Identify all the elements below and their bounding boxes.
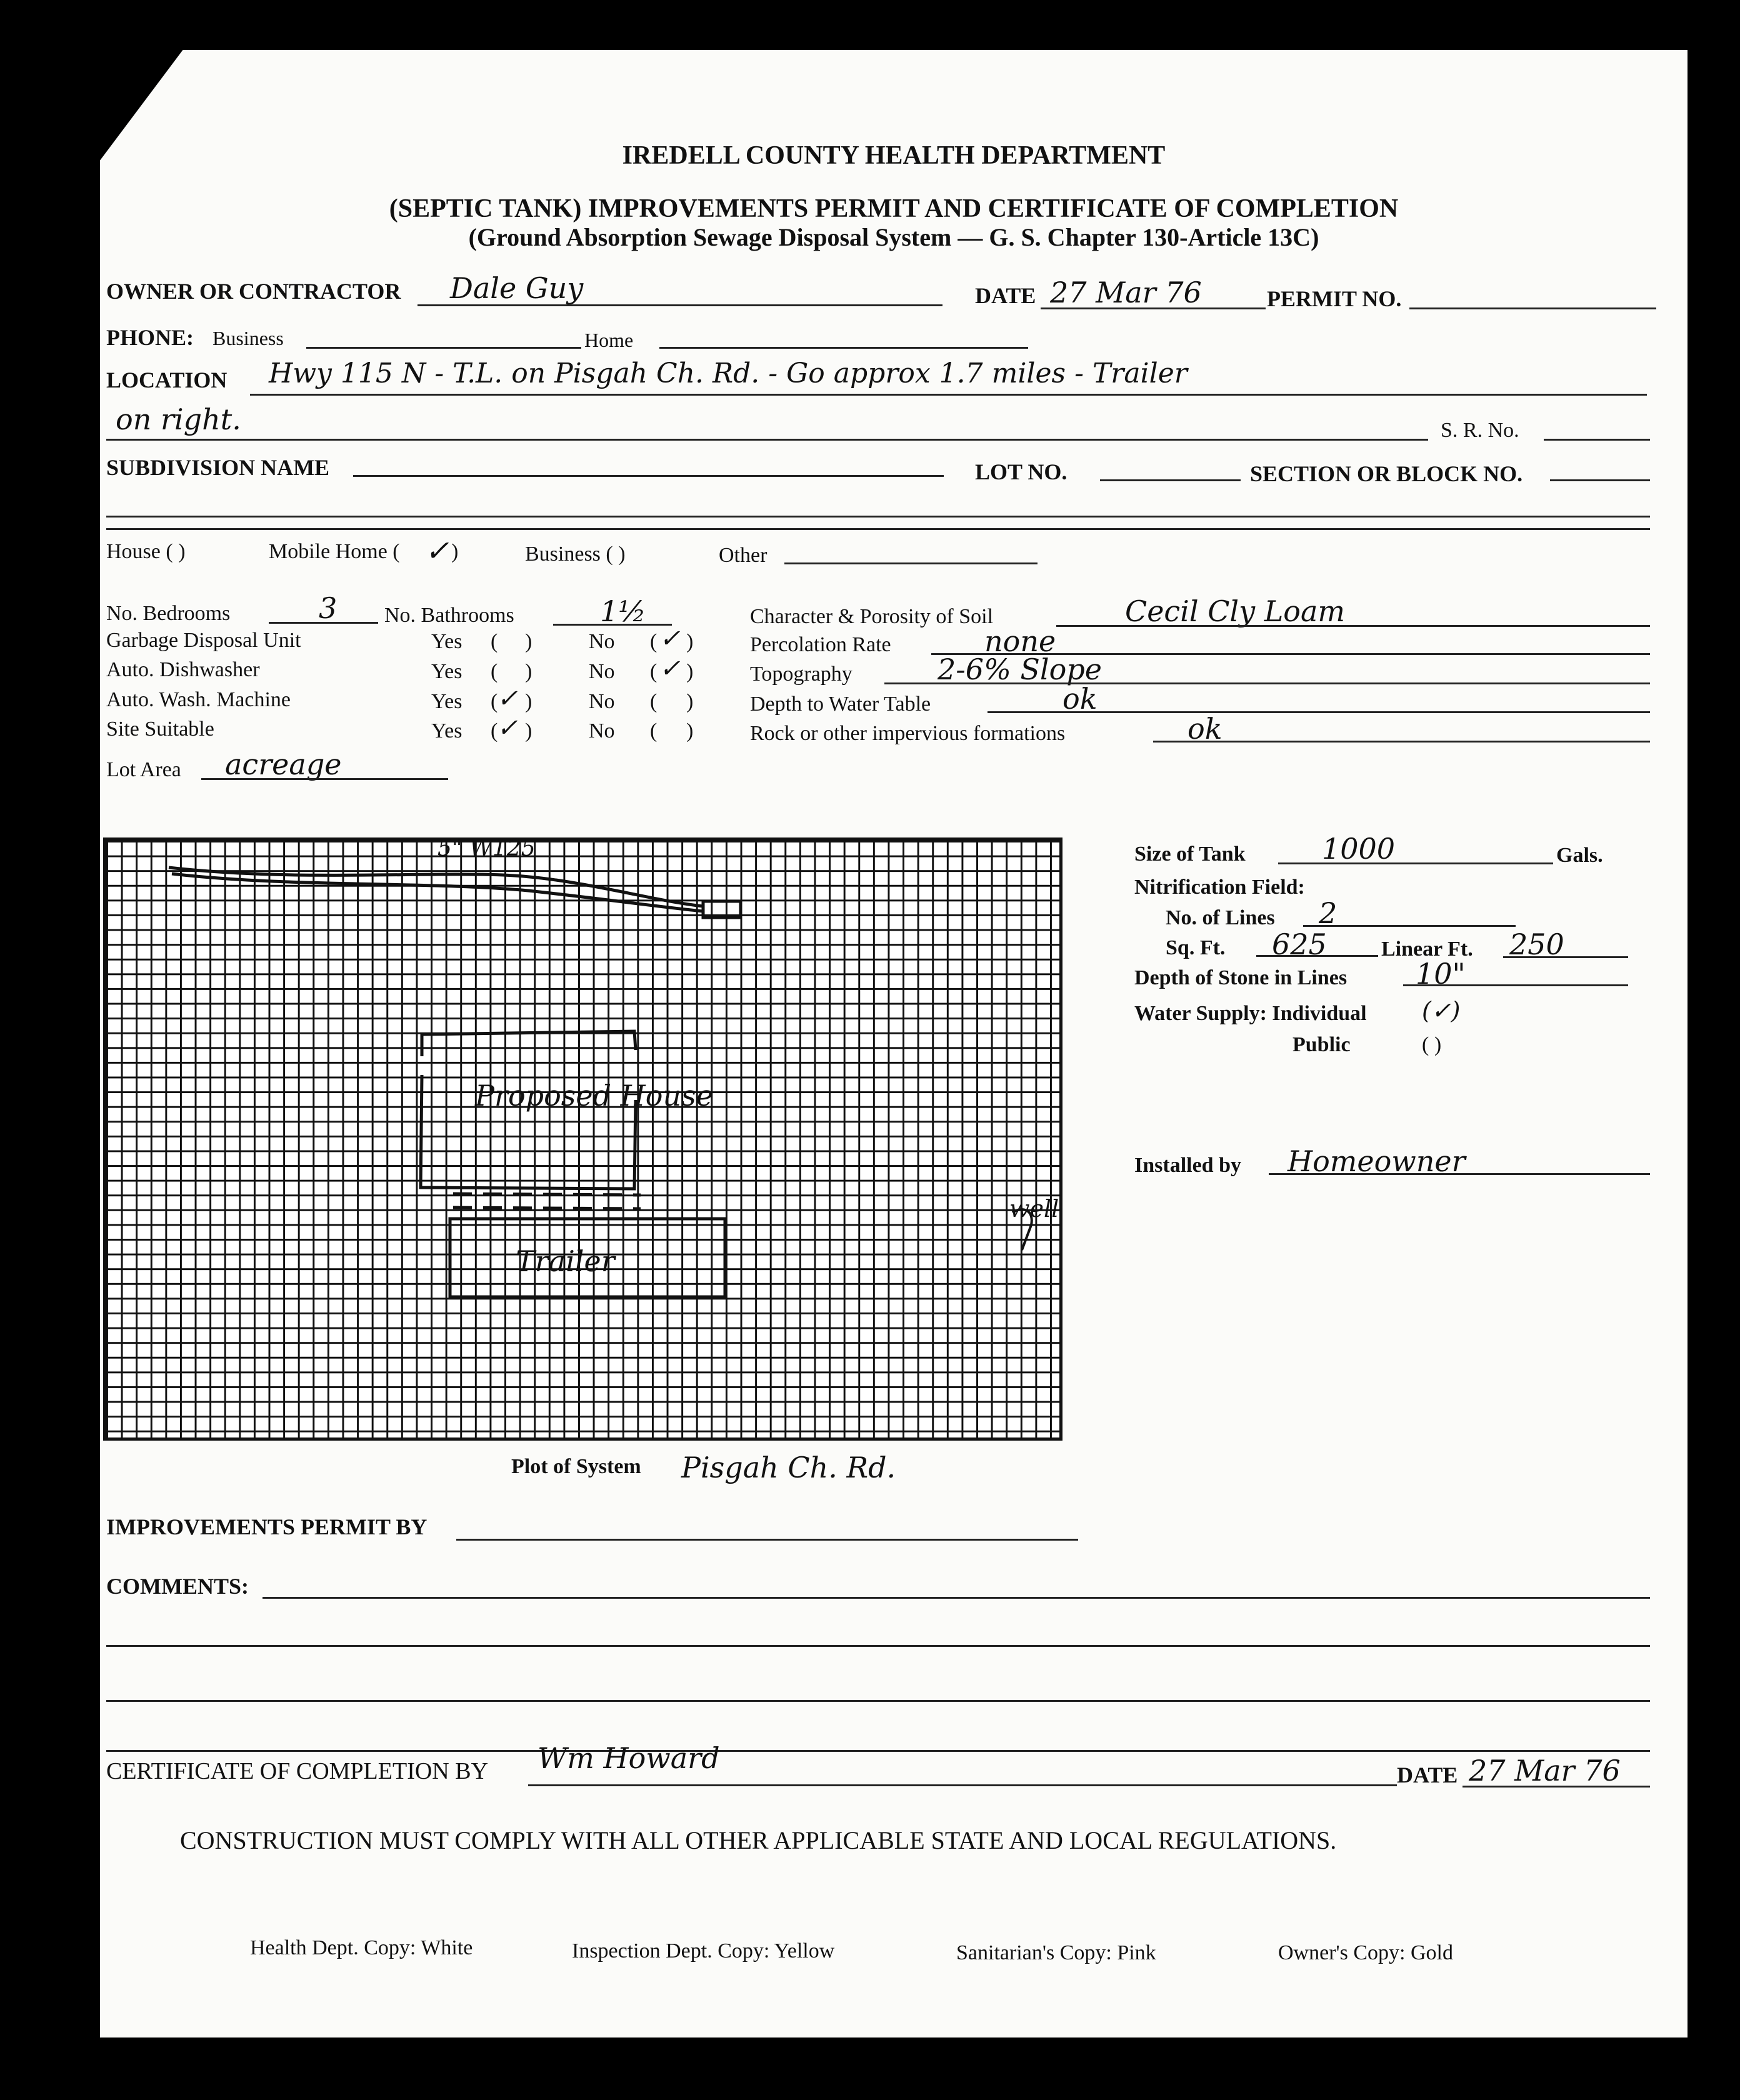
bedrooms-line (269, 622, 378, 624)
dishwasher-no-check: ✓ (659, 654, 681, 683)
rock-line (1153, 741, 1650, 742)
tank-size-value: 1000 (1322, 832, 1396, 866)
garbage-yes-open: ( (491, 630, 498, 653)
washer-no-open: ( (650, 690, 658, 713)
site-label: Site Suitable (106, 718, 214, 741)
subdivision-label: SUBDIVISION NAME (106, 455, 330, 480)
washer-yes-close: ) (525, 690, 532, 713)
dishwasher-yes-close: ) (525, 660, 532, 683)
lot-area-value: acreage (225, 748, 342, 781)
garbage-no-close: ) (686, 630, 694, 653)
water-individual-value: (✓) (1422, 997, 1461, 1024)
garbage-yes-close: ) (525, 630, 532, 653)
tank-size-line (1278, 862, 1553, 864)
linear-line (1503, 956, 1628, 958)
garbage-label: Garbage Disposal Unit (106, 629, 301, 652)
phone-label: PHONE: (106, 325, 194, 350)
site-no-close: ) (686, 719, 694, 742)
plot-value: Pisgah Ch. Rd. (681, 1451, 896, 1484)
soil-line (1056, 625, 1650, 627)
site-no-open: ( (650, 719, 658, 742)
certificate-date-value: 27 Mar 76 (1469, 1754, 1621, 1788)
topo-value: 2-6% Slope (938, 652, 1102, 686)
topo-label: Topography (750, 662, 852, 686)
copy-owner: Owner's Copy: Gold (1278, 1941, 1454, 1964)
copy-inspection: Inspection Dept. Copy: Yellow (572, 1939, 835, 1962)
dishwasher-no-open: ( (650, 660, 658, 683)
washer-no-close: ) (686, 690, 694, 713)
location-line2-rule (106, 439, 1428, 441)
linear-label: Linear Ft. (1381, 938, 1473, 961)
date-value: 27 Mar 76 (1050, 276, 1202, 309)
stone-line (1403, 984, 1628, 986)
water-table-value: ok (1062, 682, 1098, 716)
comments-line-2 (106, 1645, 1650, 1647)
section-label: SECTION OR BLOCK NO. (1250, 461, 1523, 486)
lot-area-label: Lot Area (106, 758, 181, 781)
washer-label: Auto. Wash. Machine (106, 688, 291, 711)
rock-label: Rock or other impervious formations (750, 722, 1066, 745)
installed-value: Homeowner (1288, 1144, 1466, 1178)
location-label: LOCATION (106, 368, 228, 392)
nitrification-lines (453, 1194, 641, 1209)
lot-area-line (201, 778, 448, 780)
section-line (1550, 479, 1650, 481)
location-line1-rule (250, 394, 1647, 396)
copy-sanitarian: Sanitarian's Copy: Pink (956, 1941, 1156, 1964)
site-yes-label: Yes (431, 719, 462, 742)
lot-no-line (1100, 479, 1241, 481)
certificate-signature: Wm Howard (538, 1741, 720, 1775)
tank-size-label: Size of Tank (1134, 842, 1246, 866)
topo-line (884, 682, 1650, 684)
divider-1 (106, 516, 1650, 518)
bedrooms-label: No. Bedrooms (106, 602, 231, 625)
other-line (784, 562, 1038, 564)
water-table-line (988, 711, 1650, 713)
subdivision-line (353, 475, 944, 477)
plot-well-label: well (1009, 1195, 1059, 1222)
garbage-no-open: ( (650, 630, 658, 653)
comments-line-1 (262, 1597, 1650, 1599)
washer-yes-open: ( (491, 690, 498, 713)
rock-value: ok (1188, 712, 1222, 746)
bedrooms-value: 3 (319, 591, 338, 625)
site-yes-check: ✓ (497, 714, 518, 742)
house-checkbox: House ( ) (106, 540, 186, 563)
certificate-label: CERTIFICATE OF COMPLETION BY (106, 1758, 489, 1784)
installed-label: Installed by (1134, 1154, 1241, 1177)
perc-value: none (984, 624, 1056, 658)
tank-box (703, 901, 741, 918)
mobile-home-check: ✓ (425, 534, 449, 568)
washer-yes-check: ✓ (497, 684, 518, 713)
plot-line-note: 5" W125 (438, 836, 536, 861)
form-title: (SEPTIC TANK) IMPROVEMENTS PERMIT AND CERTIFICATE OF COMPLETION (389, 194, 1399, 223)
certificate-date-line (1462, 1786, 1650, 1788)
certificate-line (528, 1784, 1397, 1786)
dishwasher-no-close: ) (686, 660, 694, 683)
installed-line (1269, 1173, 1650, 1175)
comments-line-4 (106, 1750, 1650, 1752)
phone-business-line (306, 347, 581, 349)
business-checkbox: Business ( ) (525, 542, 626, 566)
linear-value: 250 (1509, 928, 1564, 961)
plot-trailer-label: Trailer (516, 1244, 615, 1278)
sqft-value: 625 (1272, 928, 1327, 961)
permit-no-label: PERMIT NO. (1267, 286, 1402, 311)
form-subtitle: (Ground Absorption Sewage Disposal System — G. S. Chapter 130-Article 13C) (468, 223, 1319, 251)
washer-no-label: No (589, 690, 615, 713)
lot-no-label: LOT NO. (975, 459, 1068, 484)
field-label: Nitrification Field: (1134, 876, 1305, 899)
site-no-label: No (589, 719, 615, 742)
owner-line (418, 304, 942, 306)
lines-value: 2 (1319, 896, 1338, 930)
garbage-no-label: No (589, 630, 615, 653)
plot-sketch (103, 838, 1066, 1444)
improvements-label: IMPROVEMENTS PERMIT BY (106, 1514, 428, 1539)
bathrooms-value: 1½ (600, 594, 646, 628)
washer-yes-label: Yes (431, 690, 462, 713)
bathrooms-line (553, 624, 672, 626)
stone-value: 10" (1416, 957, 1466, 991)
location-line1: Hwy 115 N - T.L. on Pisgah Ch. Rd. - Go approx 1.7 miles - Trailer (269, 358, 1188, 389)
sqft-line (1256, 955, 1378, 957)
certificate-date-label: DATE (1397, 1762, 1458, 1788)
dishwasher-yes-label: Yes (431, 660, 462, 683)
compliance-notice: CONSTRUCTION MUST COMPLY WITH ALL OTHER APPLICABLE STATE AND LOCAL REGULATIONS. (180, 1826, 1337, 1854)
other-label: Other (719, 544, 768, 567)
site-yes-close: ) (525, 719, 532, 742)
water-table-label: Depth to Water Table (750, 692, 931, 716)
site-yes-open: ( (491, 719, 498, 742)
bathrooms-label: No. Bathrooms (384, 604, 514, 627)
date-label: DATE (975, 283, 1036, 308)
dishwasher-label: Auto. Dishwasher (106, 658, 260, 681)
owner-value: Dale Guy (450, 271, 584, 305)
plot-label: Plot of System (511, 1455, 641, 1478)
soil-value: Cecil Cly Loam (1125, 594, 1346, 628)
comments-label: COMMENTS: (106, 1574, 249, 1599)
garbage-yes-label: Yes (431, 630, 462, 653)
sr-no-line (1544, 439, 1650, 441)
divider-2 (106, 528, 1650, 530)
lines-line (1303, 925, 1516, 927)
mobile-home-close: ) (451, 540, 459, 563)
perc-label: Percolation Rate (750, 633, 891, 656)
dishwasher-no-label: No (589, 660, 615, 683)
public-value: ( ) (1422, 1033, 1442, 1056)
water-supply-label: Water Supply: Individual (1134, 1002, 1367, 1025)
sqft-label: Sq. Ft. (1166, 936, 1226, 959)
phone-home-line (659, 347, 1028, 349)
soil-label: Character & Porosity of Soil (750, 605, 994, 628)
department-heading: IREDELL COUNTY HEALTH DEPARTMENT (622, 141, 1166, 170)
stone-label: Depth of Stone in Lines (1134, 966, 1348, 989)
garbage-no-check: ✓ (659, 624, 681, 653)
improvements-line (456, 1539, 1078, 1541)
tank-gals: Gals. (1556, 844, 1603, 867)
public-label: Public (1292, 1033, 1351, 1056)
mobile-home-label: Mobile Home ( (269, 540, 400, 563)
phone-business-label: Business (212, 327, 284, 349)
comments-line-3 (106, 1700, 1650, 1702)
date-line (1041, 308, 1266, 309)
copy-health: Health Dept. Copy: White (250, 1936, 473, 1959)
dishwasher-yes-open: ( (491, 660, 498, 683)
location-line2: on right. (116, 402, 241, 436)
plot-house-label: Proposed House (475, 1079, 713, 1112)
lines-label: No. of Lines (1166, 906, 1275, 929)
sr-no-label: S. R. No. (1441, 419, 1519, 442)
owner-label: OWNER OR CONTRACTOR (106, 279, 401, 304)
permit-no-line (1409, 308, 1656, 309)
phone-home-label: Home (584, 329, 634, 351)
